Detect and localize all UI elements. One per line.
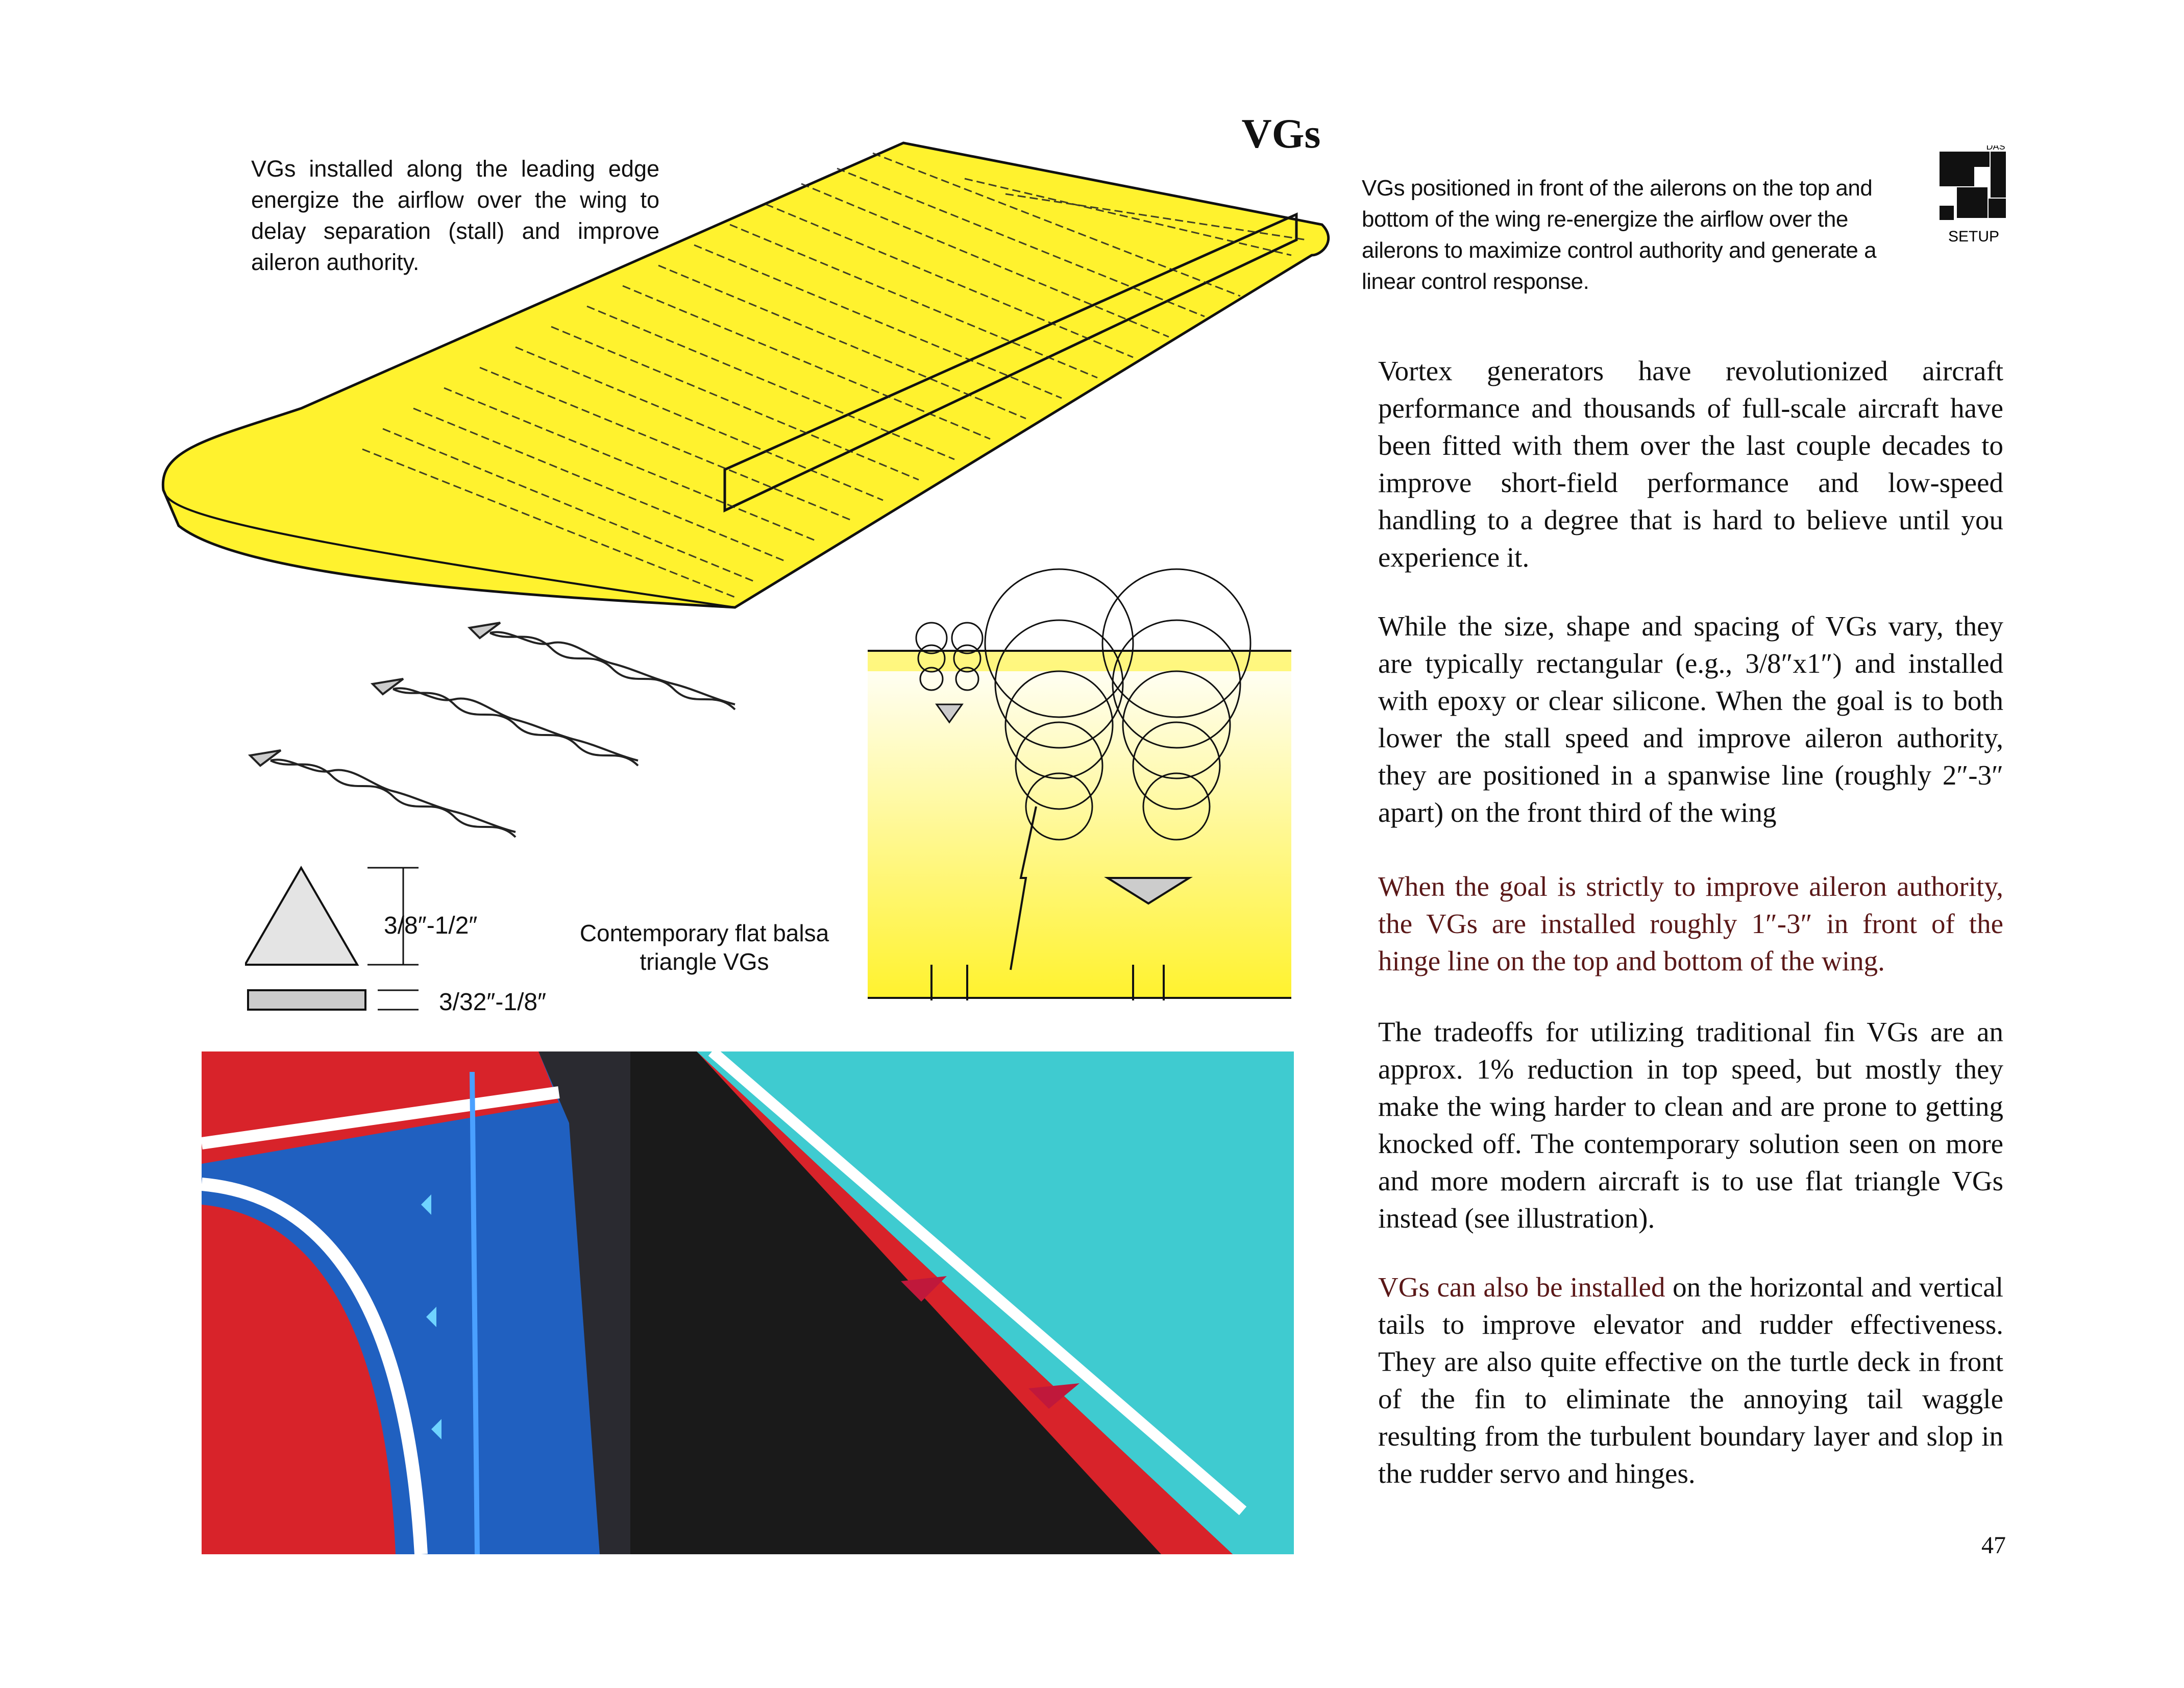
logo-bottom-text: SETUP bbox=[1948, 228, 2000, 245]
page-number: 47 bbox=[1981, 1532, 2006, 1559]
wing-photo-perspective bbox=[630, 1051, 1294, 1554]
paragraph-intro: Vortex generators have revolutionized aircraft performance and thousands of full-scale aircraft have been fitted with them over the last couple decades to improve short-field performance and low-speed handling to a degree that is hard to believe until you experience it. bbox=[1378, 355, 2003, 573]
wing-illustration bbox=[148, 123, 1353, 613]
vortex-comparison-diagram bbox=[868, 551, 1317, 1011]
logo-top-text: DAS bbox=[1986, 145, 2005, 152]
aileron-caption: VGs positioned in front of the ailerons on the top and bottom of the wing re-energize the airflow over the ailerons to maximize control authority and generate a linear control response. bbox=[1362, 176, 1877, 294]
page-title: VGs bbox=[1241, 110, 1321, 157]
paragraph-size-shape: While the size, shape and spacing of VGs vary, they are typically rectangular (e.g., 3/8″x1″) and installed with epoxy or clear silicone. When the goal is to both lower the stall speed and improve aileron authority, they are positioned in a spanwise line (roughly 2″-3″ apart) on the front third of the wing bbox=[1378, 610, 2003, 828]
dimension-height: 3/8″-1/2″ bbox=[384, 912, 478, 939]
paragraph-tails-accent: VGs can also be installed bbox=[1378, 1271, 1665, 1303]
das-setup-logo bbox=[1940, 145, 2008, 248]
leading-edge-caption: VGs installed along the leading edge energize the airflow over the wing to delay separation (stall) and improve aileron authority. bbox=[251, 156, 659, 275]
paragraph-tails bbox=[1378, 1268, 2003, 1492]
paragraph-aileron-authority: When the goal is strictly to improve aileron authority, the VGs are installed roughly 1″-3″ in front of the hinge line on the top and bottom of the wing. bbox=[1378, 871, 2003, 976]
wing-photo-top-view bbox=[202, 1051, 630, 1554]
triangle-vg-trails bbox=[245, 607, 868, 873]
balsa-caption: Contemporary flat balsa triangle VGs bbox=[579, 920, 829, 975]
balsa-vg-dimension-drawing bbox=[245, 863, 470, 1031]
paragraph-tails-rest: on the horizontal and vertical tails to improve elevator and rudder effectiveness. They are also quite effective on the turtle deck in front of the fin to eliminate the annoying tail waggle resulting from the turbulent boundary layer and slop in the rudder servo and hinges. bbox=[1378, 1271, 2003, 1489]
dimension-thickness: 3/32″-1/8″ bbox=[439, 989, 547, 1016]
paragraph-tradeoffs: The tradeoffs for utilizing traditional fin VGs are an approx. 1% reduction in top speed, but mostly they make the wing harder to clean and are prone to getting knocked off. The contemporary solution seen on more and more modern aircraft is to use flat triangle VGs instead (see illustration). bbox=[1378, 1016, 2003, 1234]
